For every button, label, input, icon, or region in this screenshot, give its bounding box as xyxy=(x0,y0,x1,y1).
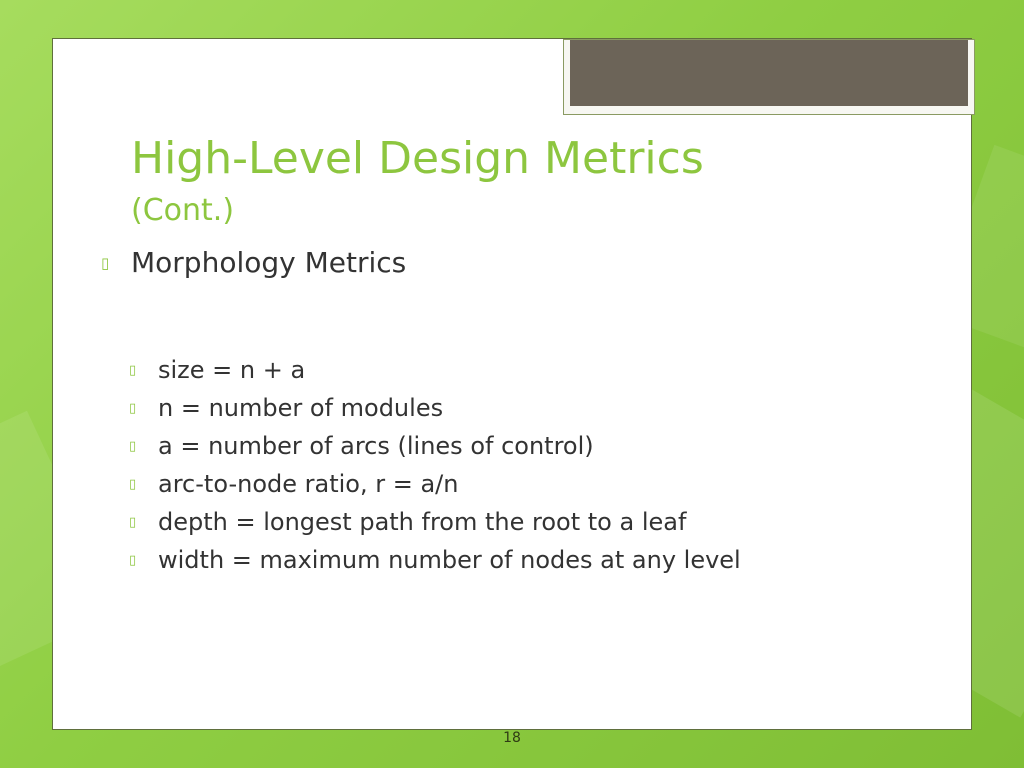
main-bullet-text: Morphology Metrics xyxy=(131,246,407,279)
main-bullet-item xyxy=(101,243,406,283)
bullet-icon: ▯ xyxy=(129,438,137,454)
list-item-text: a = number of arcs (lines of control) xyxy=(158,432,594,460)
bullet-icon: ▯ xyxy=(129,514,137,530)
list-item xyxy=(129,389,741,427)
list-item xyxy=(129,465,741,503)
list-item xyxy=(129,541,741,579)
title-photo-frame xyxy=(563,39,975,115)
slide-number: 18 xyxy=(503,730,521,746)
bullet-icon: ▯ xyxy=(129,400,137,416)
slide-content-area xyxy=(52,38,972,730)
bullet-icon: ▯ xyxy=(129,362,137,378)
list-item-text: n = number of modules xyxy=(158,394,444,422)
slide-title: High-Level Design Metrics xyxy=(131,133,704,184)
bullet-icon: ▯ xyxy=(129,476,137,492)
bullet-icon: ▯ xyxy=(101,254,110,272)
list-item-text: depth = longest path from the root to a leaf xyxy=(158,508,687,536)
list-item xyxy=(129,351,741,389)
sub-bullet-list xyxy=(129,351,741,579)
list-item-text: width = maximum number of nodes at any level xyxy=(158,546,741,574)
title-photo xyxy=(570,40,968,106)
bullet-icon: ▯ xyxy=(129,552,137,568)
slide-subtitle: (Cont.) xyxy=(131,193,235,228)
list-item-text: size = n + a xyxy=(158,356,306,384)
list-item-text: arc-to-node ratio, r = a/n xyxy=(158,470,459,498)
list-item xyxy=(129,427,741,465)
list-item xyxy=(129,503,741,541)
